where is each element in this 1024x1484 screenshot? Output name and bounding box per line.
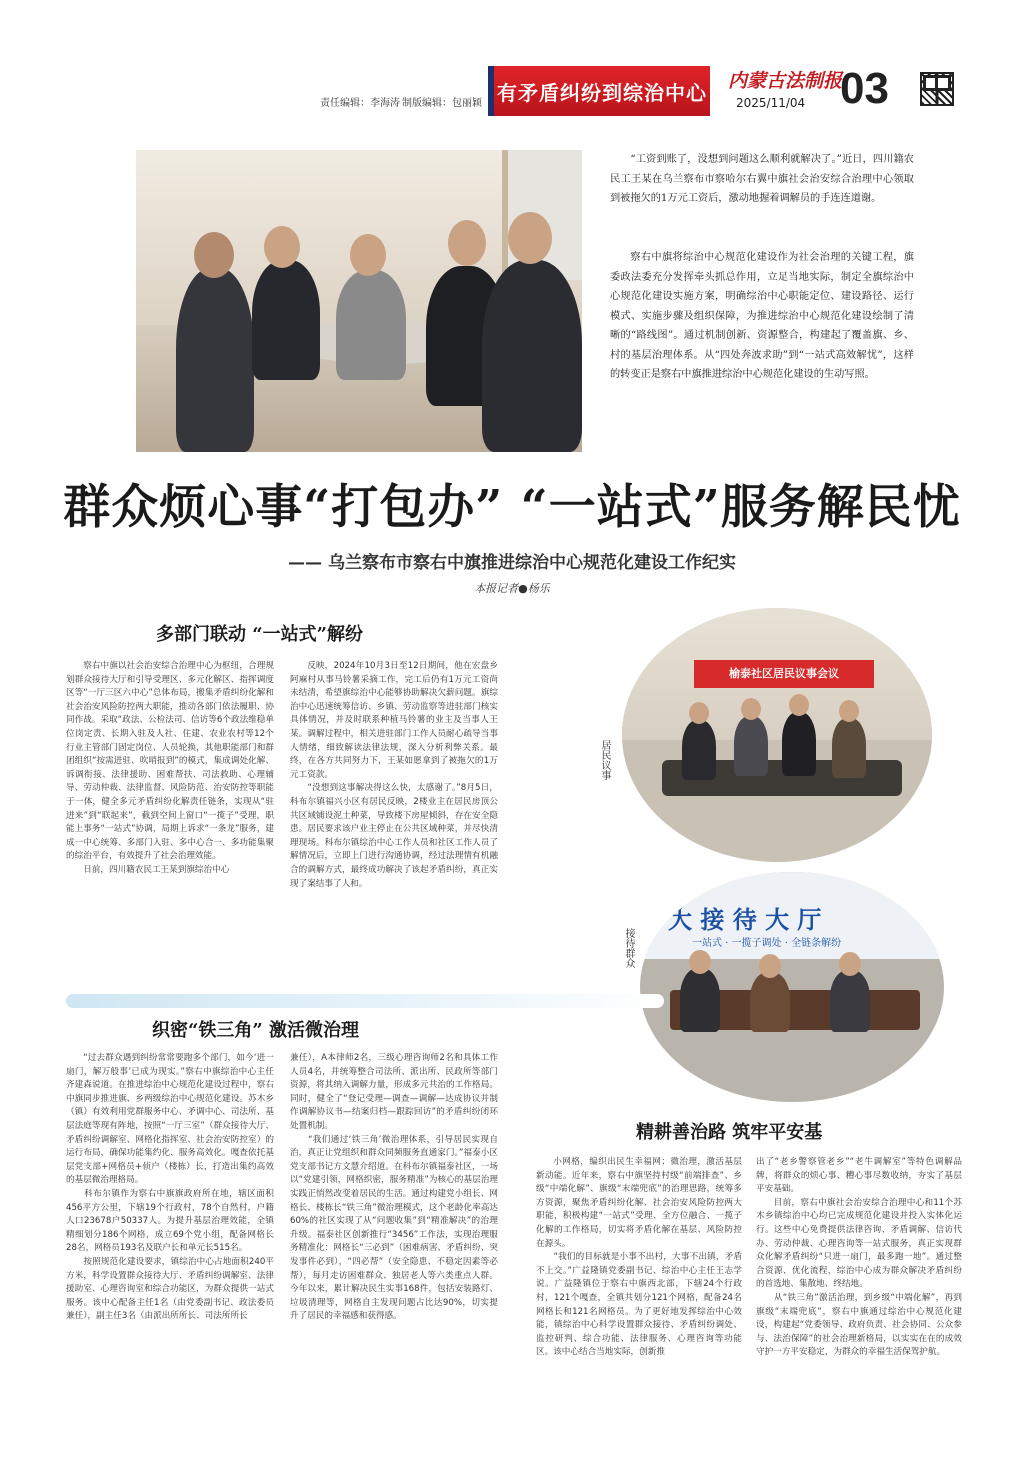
section-3-title: 精耕善治路 筑牢平安基 [636,1122,823,1143]
qr-code-icon [920,72,954,106]
section-2-column-2: 兼任），A本律师2名，三级心理咨询师2名和具体工作人员4名，并统筹整合司法所、派出所、民政所等部门资源，将其纳入调解力量，形成多元共治的工作格局。同时，健全了“登记受理—调查—调解—达成协议并制作调解协议书—结案归档—跟踪回访”的矛盾纠纷闭环处置机制。 “我们通过‘铁三角’微治理体系，引导居民实现自治，真正让党组织和群众同频服务直通家门。”福泰小区党支部书记方文慧介绍道。在科布尔镇福泰社区，一场以“党建引领，网格织密，服务精准”为核心的基层治理实践正悄然改变着居民的生活。通过构建党小组长、网格长、楼栋长“铁三角”微治理模式，这个老龄化率高达60%的社区实现了从“问题收集”到“精准解决”的治理升级。福泰社区创新推行“3456”工作法，实现治理服务精准化：网格长“三必到”（困难病害、矛盾纠纷、突发事件必到），“四必帮”（安全隐患、不稳定因素等必帮），每月走访困难群众、独居老人等六类重点人群。今年以来，累计解决民生实事168件，包括安装路灯、垃圾清理等，网格自主发现问题占比达90%，切实提升了居民的幸福感和获得感。 [290,1053,498,1322]
editor-credit: 责任编辑：李海涛 [320,98,400,109]
reception-hall-sign: 大 接 待 大 厅 [668,906,822,934]
main-headline: 群众烦心事“打包办” “一站式”服务解民忧 [63,480,961,535]
layout-credit: 制版编辑：包丽颖 [402,98,482,109]
intro-paragraph-2: 察右中旗将综治中心规范化建设作为社会治理的关键工程，旗委政法委充分发挥牵头抓总作用，立足当地实际，制定全旗综治中心规范化建设实施方案，明确综治中心职能定位、建设路径、运行模式、实施步骤及组织保障，为推进综治中心规范化建设绘制了清晰的“路线图”。通过机制创新、资源整合，构建起了覆盖旗、乡、村的基层治理体系。从“四处奔波求助”到“一站式高效解忧”，这样的转变正是察右中旗推进综治中心规范化建设的生动写照。 [610,252,914,380]
section-2-column-1: “过去群众遇到纠纷常常要跑多个部门，如今‘进一扇门，解万般事’已成为现实。”察右中旗综治中心主任齐建森说道。在推进综治中心规范化建设过程中，察右中旗同步推进旗、乡两级综治中心规范化建设。苏木乡（镇）有效利用党群服务中心、矛调中心、司法所、基层法庭等现有阵地，按照“一厅三室”（群众接待大厅、矛盾纠纷调解室、网格化指挥室、社会治安防控室）的运行布局，确保功能集约化、服务高效化。嘎查依托基层党支部+网格员+侦户（楼栋）长，打造出集约高效的基层微治理格局。 科布尔镇作为察右中旗旗政府所在地，辖区面积456平方公里，下辖19个行政村，78个自然村，户籍人口23678户50337人。为提升基层治理效能，全镇精细划分186个网格，成立69个党小组，配备网格长28名，网格员193名及联户长和单元长515名。 按照规范化建设要求，镇综治中心占地面积240平方米，科学设置群众接待大厅、矛盾纠纷调解室、法律援助室、心理咨询室和综合功能区，为群众提供一站式服务。该中心配备主任1名（由党委副书记、政法委员兼任），副主任3名（由派出所所长、司法所所长 [66,1053,274,1322]
page-number: 03 [840,64,889,113]
section-1-column-2: 反映，2024年10月3日至12日期间，他在宏盘乡阿麻村从事马铃薯采摘工作，完工后仍有1万元工资尚未结清，希望旗综治中心能够协助解决欠薪问题。旗综治中心迅速统筹信访、乡镇、劳动监察等进驻部门核实具体情况，并及时联系种植马铃薯的业主及当事人王某。调解过程中，相关进驻部门工作人员耐心疏导当事人情绪，细致解读法律法规，深入分析利弊关系。最终，在各方共同努力下，王某如愿拿到了被拖欠的1万元工资款。 “没想到这事解决得这么快，太感谢了。”8月5日，科布尔镇福兴小区有居民反映，2楼业主在居民房顶公共区域铺设泥土种菜，导致楼下房屋倾斜，存在安全隐患。居民要求该户业主停止在公共区域种菜，并尽快清理现场。科布尔镇综治中心工作人员和社区工作人员了解情况后，立即上门进行沟通协调，经过法理情有机融合的调解方式，最终成功解决了该起矛盾纠纷，真正实现了案结事了人和。 [290,661,498,889]
page-header [0,0,1024,128]
section-1-column-1: 察右中旗以社会治安综合治理中心为枢纽，合理规划群众接待大厅和引导受理区、多元化解区、指挥调度区等“一厅三区六中心”总体布局，搬集矛盾纠纷化解和社会治安风险防控两大职能，推动各部门依法履职、协同作战。采取“政法、公检法司、信访等6个政法维稳单位岗定责、长期入驻及人社、住建、农业农村等12个行业主管部门固定岗位、人员轮换，其他职能部门和群团组织“按需进驻、吹哨报到”的模式，集成调处化解、诉调衔接、法律援助、困难帮扶、司法救助、心理辅导、劳动仲裁、法律监督、风险防范、治安防控等职能于一体，健全多元矛盾纠纷化解责任链条，实现从“驻进来”到“联起来”，截到空间上窗口“一揽子”受理，职能上事务“一站式”协调，局期上诉求“一条龙”服务，建成一中心统筹、多部门入驻、多中心合一、多功能集聚的综治平台，有效提升了社会治理效能。 日前，四川籍农民工王某到旗综治中心 [66,661,274,875]
section-3-column-2: 出了“老乡警察管老乡”“老牛调解室”等特色调解品牌，将群众的烦心事、糟心事尽数收纳，夯实了基层平安基础。 目前，察右中旗社会治安综合治理中心和11个苏木乡镇综治中心均已完成规范化建设并投入实体化运行。这些中心免费提供法律咨询、矛盾调解、信访代办、劳动仲裁、心理咨询等一站式服务，真正实现群众化解矛盾纠纷“只进一扇门，最多跑一地”。通过整合资源、优化流程，综治中心成为群众解决矛盾纠纷的首选地、集散地、终结地。 从“铁三角”激活治理，到乡级“中端化解”，再到旗级“末端兜底”，察右中旗通过综治中心规范化建设，构建起“党委领导、政府负责、社会协同、公众参与、法治保障”的社会治理新格局，以实实在在的成效守护一方平安稳定，为群众的幸福生活保驾护航。 [756,1157,962,1358]
section-1-title: 多部门联动 “一站式”解纷 [156,624,363,645]
section-3-column-1: 小网格，编织出民生幸福网；微治理，激活基层新动能。近年来，察右中旗坚持村级“前端排查”、乡级“中端化解”、旗级“末端兜底”的治理思路，统筹多方资源，聚焦矛盾纠纷化解、社会治安风险防控两大职能，积极构建“一站式”受理、全方位融合、一揽子化解的工作格局，切实将矛盾化解在基层、风险防控在源头。 “我们的目标就是小事不出村，大事不出镇，矛盾不上交。”广益隆镇党委副书记、综治中心主任王志学说。广益隆镇位于察右中旗西北部，下辖24个行政村，121个嘎查，全镇共划分121个网格，配备24名网格长和121名网格员。为了更好地发挥综治中心效能，镇综治中心科学设置群众接待、矛盾纠纷调处、监控研判、综合功能、法律服务、心理咨询等功能区。该中心结合当地实际，创新推 [536,1157,742,1358]
intro-paragraph-1: “工资到账了，没想到问题这么顺利就解决了。”近日，四川籍农民工王某在乌兰察布市察哈尔右翼中旗社会治安综合治理中心领取到被拖欠的1万元工资后，激动地握着调解员的手连连道谢。 [610,154,914,204]
meeting-photo [136,150,582,452]
issue-date: 2025/11/04 [736,96,806,110]
reception-hall-subsign: 一站式 · 一揽子调处 · 全链条解纷 [692,938,842,949]
caption-resident-meeting: 居民议事 [599,740,610,780]
section-banner [488,66,710,116]
caption-reception: 接待群众 [623,928,634,968]
banner-text: 有矛盾纠纷到综治中心 [497,81,707,105]
resident-meeting-photo [622,608,932,862]
reception-photo [640,872,944,1102]
section-2-title: 织密“铁三角” 激活微治理 [152,1020,359,1041]
section-divider [66,994,664,1008]
byline: 本报记者●杨乐 [474,582,550,595]
meeting-room-sign: 榆泰社区居民议事会议 [694,660,874,688]
sub-headline: —— 乌兰察布市察右中旗推进综治中心规范化建设工作纪实 [288,553,736,573]
newspaper-logo: 内蒙古法制报 [728,70,843,92]
